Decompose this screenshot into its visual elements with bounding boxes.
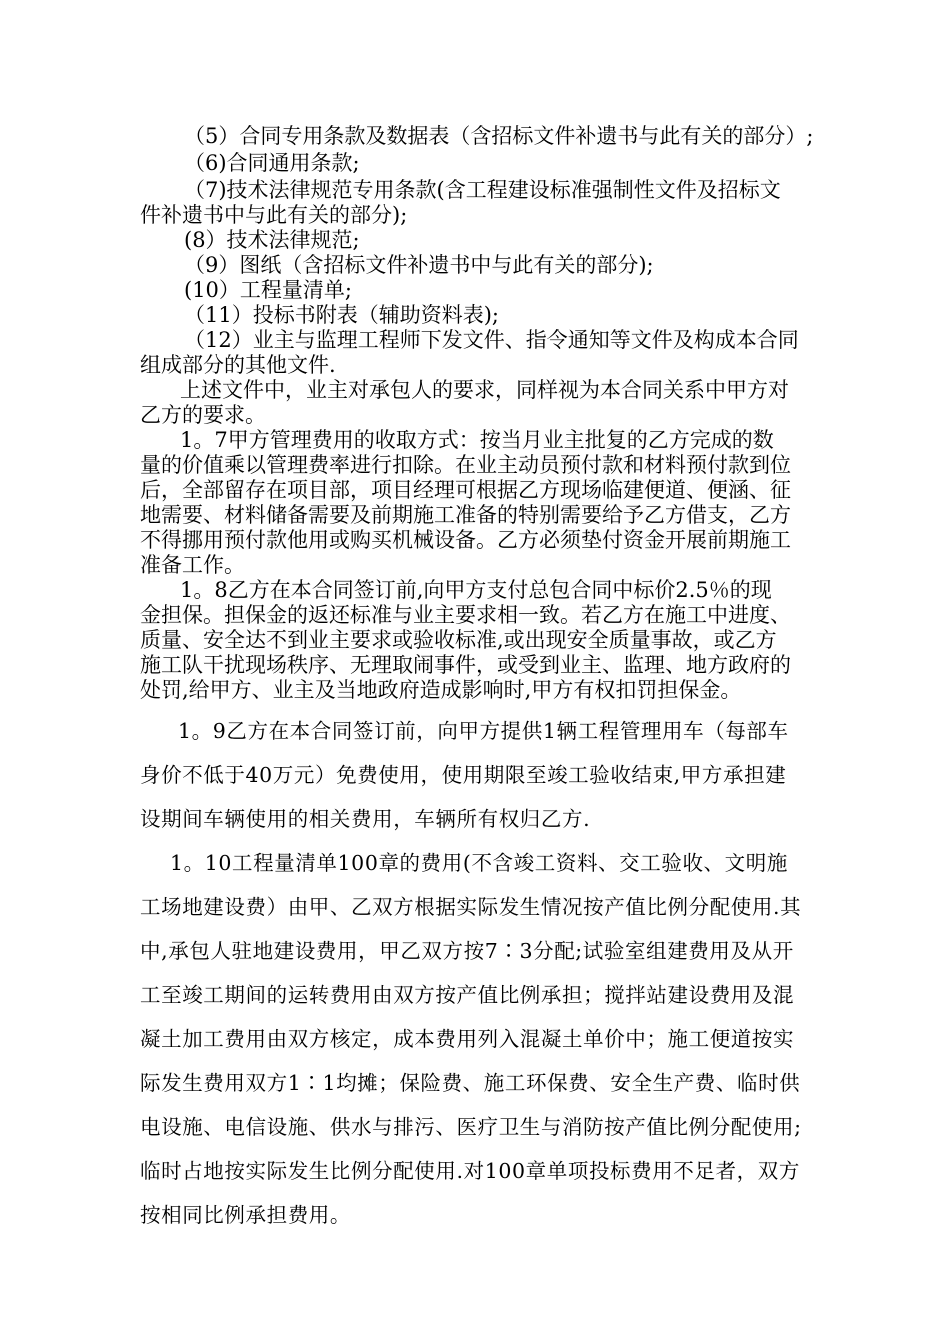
list-item-9: （9）图纸（含招标文件补遗书中与此有关的部分); [184,253,654,277]
paragraph-line: 1。7甲方管理费用的收取方式：按当月业主批复的乙方完成的数 [180,428,774,452]
paragraph-line: 电设施、电信设施、供水与排污、医疗卫生与消防按产值比例分配使用; [140,1115,802,1139]
paragraph-line: 1。8乙方在本合同签订前,向甲方支付总包合同中标价2.5％的现 [180,578,772,602]
paragraph-line: 后，全部留存在项目部，项目经理可根据乙方现场临建便道、便涵、征 [140,478,791,502]
paragraph-line: 际发生费用双方1∶1均摊；保险费、施工环保费、安全生产费、临时供 [140,1071,801,1095]
paragraph-line: 1。10工程量清单100章的费用(不含竣工资料、交工验收、文明施 [170,851,788,875]
paragraph-line: 上述文件中，业主对承包人的要求，同样视为本合同关系中甲方对 [180,378,789,402]
list-item-12-cont: 组成部分的其他文件. [140,353,336,377]
list-item-6: （6)合同通用条款; [184,151,360,175]
list-item-12: （12）业主与监理工程师下发文件、指令通知等文件及构成本合同 [184,328,799,352]
paragraph-line: 金担保。担保金的返还标准与业主要求相一致。若乙方在施工中进度、 [140,603,791,627]
paragraph-line: 中,承包人驻地建设费用，甲乙双方按7∶3分配;试验室组建费用及从开 [140,939,794,963]
paragraph-line: 量的价值乘以管理费率进行扣除。在业主动员预付款和材料预付款到位 [140,453,791,477]
paragraph-line: 工至竣工期间的运转费用由双方按产值比例承担；搅拌站建设费用及混 [140,983,795,1007]
paragraph-line: 施工队干扰现场秩序、无理取闹事件，或受到业主、监理、地方政府的 [140,653,791,677]
list-item-11: （11）投标书附表（辅助资料表); [184,303,499,327]
paragraph-line: 凝土加工费用由双方核定，成本费用列入混凝土单价中；施工便道按实 [140,1027,795,1051]
list-item-7: （7)技术法律规范专用条款(含工程建设标准强制性文件及招标文 [184,178,781,202]
paragraph-line: 临时占地按实际发生比例分配使用.对100章单项投标费用不足者，双方 [140,1159,800,1183]
list-item-10: (10）工程量清单; [184,278,352,302]
paragraph-line: 地需要、材料储备需要及前期施工准备的特别需要给予乙方借支，乙方 [140,503,791,527]
paragraph-line: 按相同比例承担费用。 [140,1203,351,1227]
paragraph-line: 准备工作。 [140,553,245,577]
paragraph-line: 处罚,给甲方、业主及当地政府造成影响时,甲方有权扣罚担保金。 [140,678,742,702]
paragraph-line: 质量、安全达不到业主要求或验收标准,或出现安全质量事故，或乙方 [140,628,777,652]
list-item-5: （5）合同专用条款及数据表（含招标文件补遗书与此有关的部分）; [184,124,814,148]
paragraph-line: 工场地建设费）由甲、乙双方根据实际发生情况按产值比例分配使用.其 [140,895,802,919]
paragraph-line: 不得挪用预付款他用或购买机械设备。乙方必须垫付资金开展前期施工 [140,528,791,552]
paragraph-line: 身价不低于40万元）免费使用，使用期限至竣工验收结束,甲方承担建 [140,763,787,787]
paragraph-line: 设期间车辆使用的相关费用，车辆所有权归乙方. [140,807,591,831]
list-item-7-cont: 件补遗书中与此有关的部分); [140,203,408,227]
paragraph-line: 乙方的要求。 [140,403,266,427]
paragraph-line: 1。9乙方在本合同签订前，向甲方提供1辆工程管理用车（每部车 [178,719,789,743]
list-item-8: (8）技术法律规范; [184,228,360,252]
